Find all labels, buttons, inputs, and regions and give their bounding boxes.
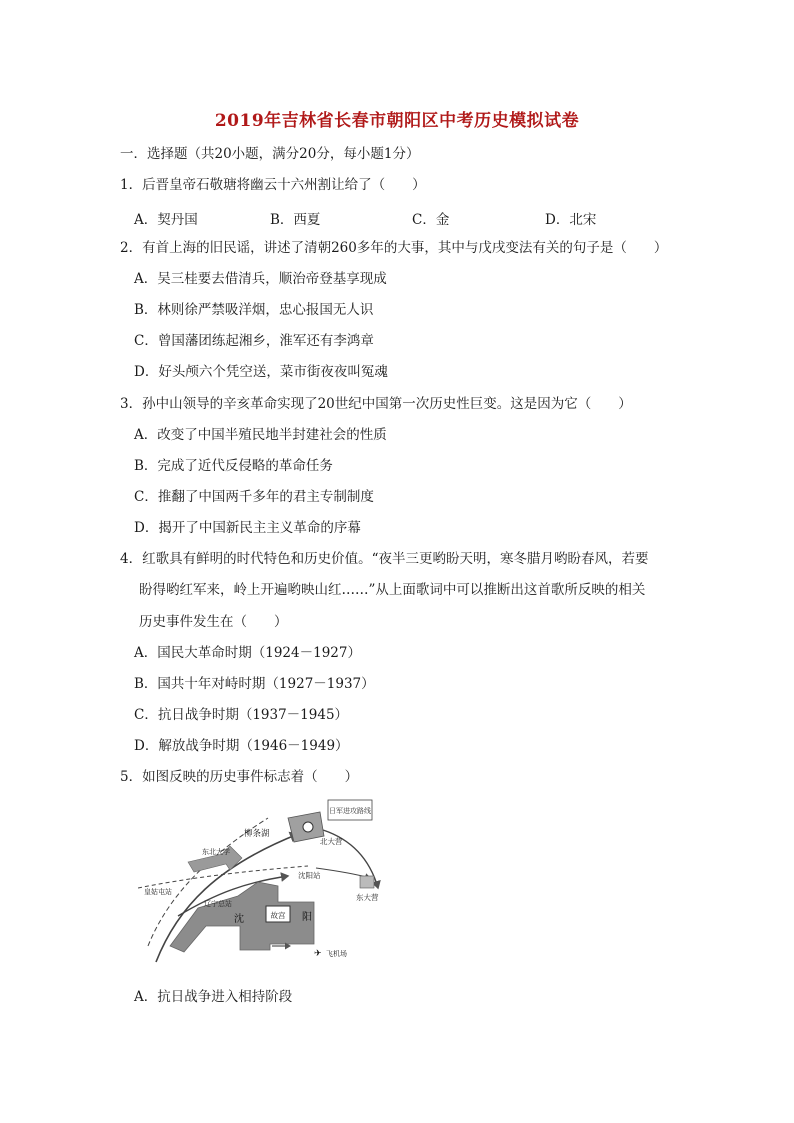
map-dongdaying-label: 东大营 (356, 893, 379, 902)
question-3-stem: 3．孙中山领导的辛亥革命实现了20世纪中国第一次历史性巨变。这是因为它（ ） (120, 396, 632, 412)
map-beidaying-label: 北大营 (320, 837, 343, 846)
map-gugong-label: 故宫 (270, 911, 286, 920)
map-jichang-label: 飞机场 (326, 950, 347, 958)
map-dongbeidaxue-label: 东北大学 (202, 848, 230, 856)
question-4-option-a[interactable]: A．国民大革命时期（1924－1927） (134, 645, 361, 661)
question-4-stem-line-3: 历史事件发生在（ ） (139, 614, 288, 630)
question-2-stem: 2．有首上海的旧民谣，讲述了清朝260多年的大事，其中与戊戌变法有关的句子是（ ） (120, 240, 668, 256)
section-heading: 一．选择题（共20小题，满分20分，每小题1分） (120, 146, 420, 162)
question-2-option-d[interactable]: D．好头颅六个凭空送，菜市街夜夜叫冤魂 (134, 364, 388, 380)
question-4-option-b[interactable]: B．国共十年对峙时期（1927－1937） (134, 676, 375, 692)
question-3-option-a[interactable]: A．改变了中国半殖民地半封建社会的性质 (134, 427, 387, 443)
map-huanggucun-label: 皇姑屯站 (144, 888, 172, 896)
map-shen-label: 沈 (234, 914, 244, 925)
question-5-stem: 5．如图反映的历史事件标志着（ ） (120, 769, 359, 785)
airplane-icon: ✈ (314, 949, 322, 959)
question-1-stem: 1．后晋皇帝石敬瑭将幽云十六州割让给了（ ） (120, 177, 426, 193)
question-4-stem-line-2: 盼得哟红军来，岭上开遍哟映山红……”从上面歌词中可以推断出这首歌所反映的相关 (139, 582, 646, 598)
question-1-option-c[interactable]: C．金 (412, 212, 450, 228)
map-liutiaohu-label: 柳条湖 (244, 829, 270, 839)
question-4-option-d[interactable]: D．解放战争时期（1946－1949） (134, 738, 349, 754)
question-3-option-d[interactable]: D．揭开了中国新民主主义革命的序幕 (134, 520, 361, 536)
question-4-stem-line-1: 4．红歌具有鲜明的时代特色和历史价值。“夜半三更哟盼天明，寒冬腊月哟盼春风，若要 (120, 551, 649, 567)
question-4-option-c[interactable]: C．抗日战争时期（1937－1945） (134, 707, 349, 723)
question-2-option-a[interactable]: A．吴三桂要去借清兵，顺治帝登基享现成 (134, 271, 387, 287)
question-2-option-b[interactable]: B．林则徐严禁吸洋烟，忠心报国无人识 (134, 302, 374, 318)
question-5-option-a[interactable]: A．抗日战争进入相持阶段 (134, 989, 293, 1005)
map-dongdaying-box (360, 876, 374, 888)
question-3-option-c[interactable]: C．推翻了中国两千多年的君主专制制度 (134, 489, 374, 505)
question-1-option-a[interactable]: A．契丹国 (134, 212, 198, 228)
question-3-option-b[interactable]: B．完成了近代反侵略的革命任务 (134, 458, 333, 474)
question-5-map-figure (138, 796, 398, 974)
map-yang-label: 阳 (302, 912, 312, 923)
question-2-option-c[interactable]: C．曾国藩团练起湘乡，淮军还有李鸿章 (134, 333, 374, 349)
map-shenyangzhan-label: 沈阳站 (298, 871, 321, 880)
question-1-option-b[interactable]: B．西夏 (270, 212, 321, 228)
exam-title: 2019年吉林省长春市朝阳区中考历史模拟试卷 (214, 111, 580, 131)
map-liaoning-label: 辽宁总站 (204, 900, 232, 908)
map-legend-text: 日军进攻路线 (329, 807, 371, 815)
question-1-options (134, 208, 694, 226)
question-1-option-d[interactable]: D．北宋 (545, 212, 597, 228)
map-explosion-marker (303, 822, 313, 832)
